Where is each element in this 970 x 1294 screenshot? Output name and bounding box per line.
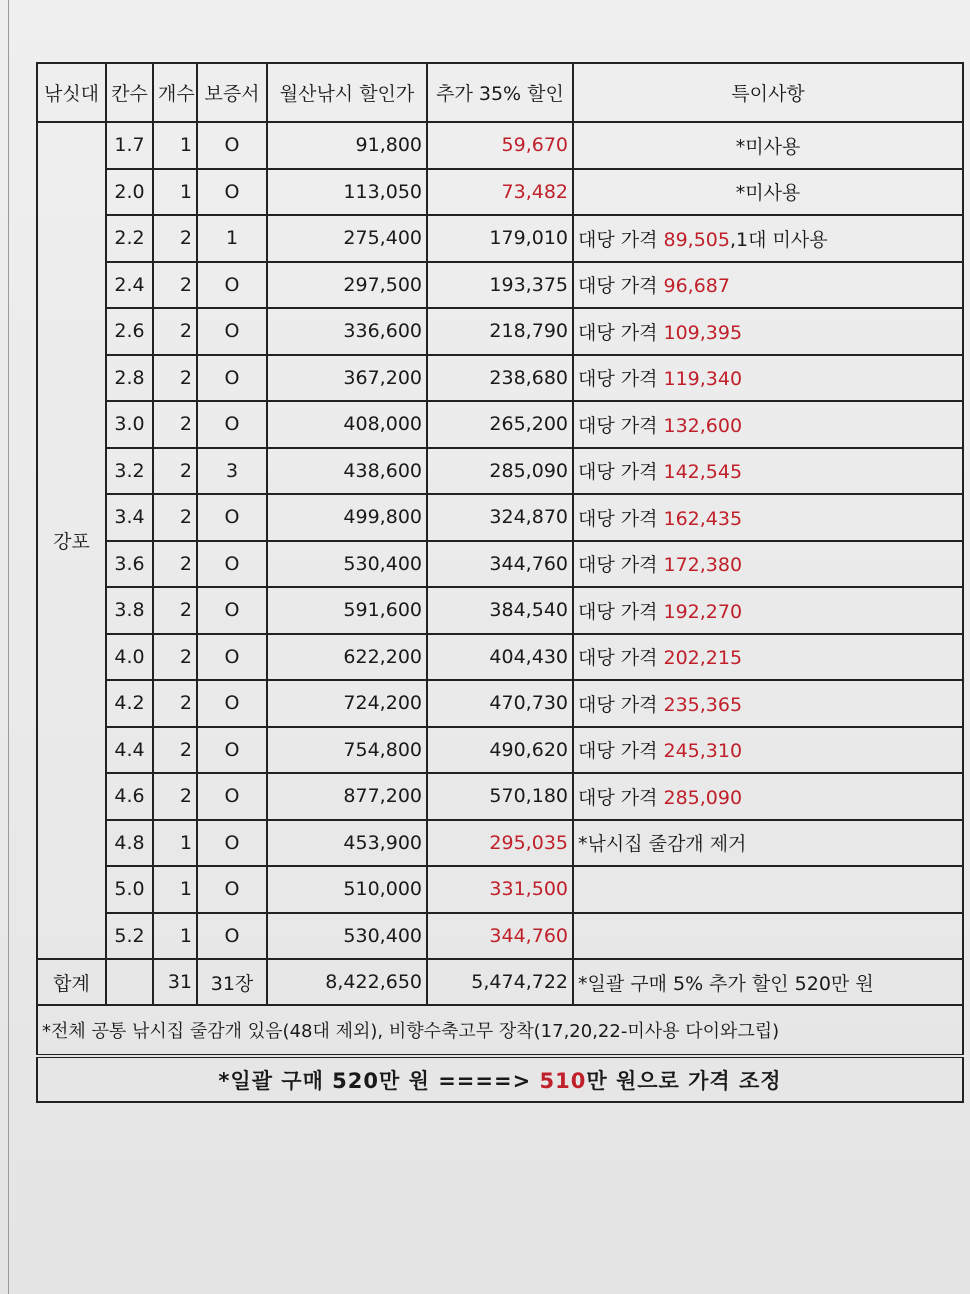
table-row <box>37 494 963 541</box>
price-cell: 453,900 <box>267 820 427 867</box>
note-value: 192,270 <box>663 600 743 623</box>
note-value: 96,687 <box>663 275 730 298</box>
discount-cell: 324,870 <box>427 494 573 541</box>
warranty-cell: O <box>197 308 267 355</box>
price-cell: 877,200 <box>267 773 427 820</box>
table-row <box>37 308 963 355</box>
warranty-cell: O <box>197 169 267 216</box>
category-cell: 강포 <box>37 122 106 959</box>
count-cell: 2 <box>153 215 197 262</box>
length-cell: 4.8 <box>106 820 153 867</box>
count-cell: 2 <box>153 727 197 774</box>
note-label: 대당 가격 <box>578 786 664 809</box>
warranty-cell: O <box>197 820 267 867</box>
price-table <box>36 62 964 1103</box>
length-cell: 2.0 <box>106 169 153 216</box>
note-cell <box>573 773 963 820</box>
price-cell: 297,500 <box>267 262 427 309</box>
price-cell: 113,050 <box>267 169 427 216</box>
note-cell <box>573 215 963 262</box>
price-cell: 510,000 <box>267 866 427 913</box>
table-row <box>37 169 963 216</box>
total-count: 31 <box>153 959 197 1005</box>
total-warranty: 31장 <box>197 959 267 1005</box>
table-row <box>37 820 963 867</box>
price-cell: 499,800 <box>267 494 427 541</box>
note-label: 대당 가격 <box>578 228 664 251</box>
final-row <box>37 1056 963 1102</box>
warranty-cell: O <box>197 913 267 960</box>
note-cell <box>573 169 963 216</box>
note-label: 대당 가격 <box>578 414 664 437</box>
count-cell: 1 <box>153 169 197 216</box>
length-cell: 3.4 <box>106 494 153 541</box>
price-cell: 530,400 <box>267 913 427 960</box>
note-label: 대당 가격 <box>578 275 664 298</box>
table-row <box>37 262 963 309</box>
note-label: 대당 가격 <box>578 507 664 530</box>
count-cell: 2 <box>153 587 197 634</box>
count-cell: 2 <box>153 680 197 727</box>
discount-cell: 470,730 <box>427 680 573 727</box>
table-header-row <box>37 63 963 122</box>
note-cell <box>573 820 963 867</box>
table-row <box>37 448 963 495</box>
header-warranty: 보증서 <box>197 63 267 122</box>
discount-cell: 344,760 <box>427 541 573 588</box>
note-cell <box>573 680 963 727</box>
table-row <box>37 401 963 448</box>
warranty-cell: O <box>197 587 267 634</box>
discount-cell: 384,540 <box>427 587 573 634</box>
warranty-cell: O <box>197 727 267 774</box>
table-row <box>37 773 963 820</box>
discount-cell: 218,790 <box>427 308 573 355</box>
length-cell: 3.2 <box>106 448 153 495</box>
warranty-cell: O <box>197 866 267 913</box>
note-cell <box>573 401 963 448</box>
count-cell: 2 <box>153 448 197 495</box>
length-cell: 1.7 <box>106 122 153 169</box>
header-length: 칸수 <box>106 63 153 122</box>
table-row <box>37 215 963 262</box>
note-value: 119,340 <box>663 368 743 391</box>
count-cell: 2 <box>153 308 197 355</box>
total-row <box>37 959 963 1005</box>
length-cell: 2.4 <box>106 262 153 309</box>
note-value: 285,090 <box>663 786 743 809</box>
final-after: 만 원으로 가격 조정 <box>586 1068 782 1093</box>
count-cell: 1 <box>153 122 197 169</box>
price-cell: 724,200 <box>267 680 427 727</box>
table-row <box>37 913 963 960</box>
price-cell: 91,800 <box>267 122 427 169</box>
total-note: *일괄 구매 5% 추가 할인 520만 원 <box>573 959 963 1005</box>
price-cell: 336,600 <box>267 308 427 355</box>
discount-cell: 193,375 <box>427 262 573 309</box>
price-cell: 622,200 <box>267 634 427 681</box>
length-cell: 4.6 <box>106 773 153 820</box>
note-label: 대당 가격 <box>578 740 664 763</box>
discount-cell: 404,430 <box>427 634 573 681</box>
note-label: 대당 가격 <box>578 461 664 484</box>
header-discount-price: 월산낚시 할인가 <box>267 63 427 122</box>
count-cell: 2 <box>153 262 197 309</box>
note-label: 대당 가격 <box>578 693 664 716</box>
count-cell: 2 <box>153 494 197 541</box>
length-cell: 5.0 <box>106 866 153 913</box>
length-cell: 4.0 <box>106 634 153 681</box>
length-cell: 2.2 <box>106 215 153 262</box>
header-rod: 낚싯대 <box>37 63 106 122</box>
count-cell: 1 <box>153 913 197 960</box>
note-cell <box>573 541 963 588</box>
length-cell: 2.8 <box>106 355 153 402</box>
warranty-cell: O <box>197 773 267 820</box>
price-cell: 367,200 <box>267 355 427 402</box>
note-cell <box>573 587 963 634</box>
table-row <box>37 587 963 634</box>
discount-cell: 344,760 <box>427 913 573 960</box>
length-cell: 3.8 <box>106 587 153 634</box>
table-row <box>37 541 963 588</box>
table-row <box>37 680 963 727</box>
final-price-note <box>37 1056 963 1102</box>
discount-cell: 570,180 <box>427 773 573 820</box>
warranty-cell: O <box>197 122 267 169</box>
discount-cell: 238,680 <box>427 355 573 402</box>
total-label: 합계 <box>37 959 106 1005</box>
warranty-cell: O <box>197 494 267 541</box>
discount-cell: 265,200 <box>427 401 573 448</box>
page-edge-line <box>8 0 9 1294</box>
note-value: 142,545 <box>663 461 743 484</box>
note-cell <box>573 308 963 355</box>
table-row <box>37 866 963 913</box>
note-cell <box>573 448 963 495</box>
discount-cell: 179,010 <box>427 215 573 262</box>
discount-cell: 331,500 <box>427 866 573 913</box>
note-suffix: *낚시집 줄감개 제거 <box>578 833 747 856</box>
note-value: 89,505 <box>663 228 730 251</box>
warranty-cell: 3 <box>197 448 267 495</box>
table-row <box>37 355 963 402</box>
discount-cell: 285,090 <box>427 448 573 495</box>
note-label: 대당 가격 <box>578 600 664 623</box>
price-cell: 438,600 <box>267 448 427 495</box>
note-label: 대당 가격 <box>578 321 664 344</box>
note-cell <box>573 727 963 774</box>
length-cell: 5.2 <box>106 913 153 960</box>
common-note-row <box>37 1005 963 1056</box>
warranty-cell: O <box>197 262 267 309</box>
note-label: 대당 가격 <box>578 368 664 391</box>
count-cell: 2 <box>153 541 197 588</box>
length-cell: 4.4 <box>106 727 153 774</box>
count-cell: 2 <box>153 773 197 820</box>
count-cell: 2 <box>153 634 197 681</box>
discount-cell: 59,670 <box>427 122 573 169</box>
discount-cell: 490,620 <box>427 727 573 774</box>
note-cell <box>573 634 963 681</box>
price-cell: 408,000 <box>267 401 427 448</box>
warranty-cell: O <box>197 680 267 727</box>
note-cell <box>573 866 963 913</box>
warranty-cell: 1 <box>197 215 267 262</box>
note-suffix: *미사용 <box>735 182 801 205</box>
length-cell: 3.6 <box>106 541 153 588</box>
length-cell: 4.2 <box>106 680 153 727</box>
discount-cell: 73,482 <box>427 169 573 216</box>
price-cell: 530,400 <box>267 541 427 588</box>
note-cell <box>573 355 963 402</box>
length-cell: 2.6 <box>106 308 153 355</box>
warranty-cell: O <box>197 541 267 588</box>
count-cell: 1 <box>153 866 197 913</box>
note-value: 132,600 <box>663 414 743 437</box>
table-row <box>37 727 963 774</box>
warranty-cell: O <box>197 355 267 402</box>
note-cell <box>573 262 963 309</box>
count-cell: 2 <box>153 401 197 448</box>
note-value: 109,395 <box>663 321 743 344</box>
total-price: 8,422,650 <box>267 959 427 1005</box>
count-cell: 1 <box>153 820 197 867</box>
note-value: 172,380 <box>663 554 743 577</box>
table-row <box>37 634 963 681</box>
note-cell <box>573 122 963 169</box>
note-label: 대당 가격 <box>578 647 664 670</box>
common-note: *전체 공통 낚시집 줄감개 있음(48대 제외), 비향수축고무 장착(17,20,22-미사용 다이와그립) <box>37 1005 963 1056</box>
header-notes: 특이사항 <box>573 63 963 122</box>
final-red-value: 510 <box>539 1068 587 1093</box>
note-value: 202,215 <box>663 647 743 670</box>
discount-cell: 295,035 <box>427 820 573 867</box>
price-cell: 591,600 <box>267 587 427 634</box>
note-value: 235,365 <box>663 693 743 716</box>
note-cell <box>573 913 963 960</box>
note-cell <box>573 494 963 541</box>
final-before: *일괄 구매 520만 원 ====> <box>218 1068 540 1093</box>
note-suffix: *미사용 <box>735 135 801 158</box>
warranty-cell: O <box>197 401 267 448</box>
length-cell: 3.0 <box>106 401 153 448</box>
warranty-cell: O <box>197 634 267 681</box>
total-discount: 5,474,722 <box>427 959 573 1005</box>
price-cell: 754,800 <box>267 727 427 774</box>
header-count: 개수 <box>153 63 197 122</box>
note-label: 대당 가격 <box>578 554 664 577</box>
header-extra-discount: 추가 35% 할인 <box>427 63 573 122</box>
table-row <box>37 122 963 169</box>
note-value: 245,310 <box>663 740 743 763</box>
note-suffix: ,1대 미사용 <box>729 228 828 251</box>
price-cell: 275,400 <box>267 215 427 262</box>
note-value: 162,435 <box>663 507 743 530</box>
count-cell: 2 <box>153 355 197 402</box>
total-length-empty <box>106 959 153 1005</box>
